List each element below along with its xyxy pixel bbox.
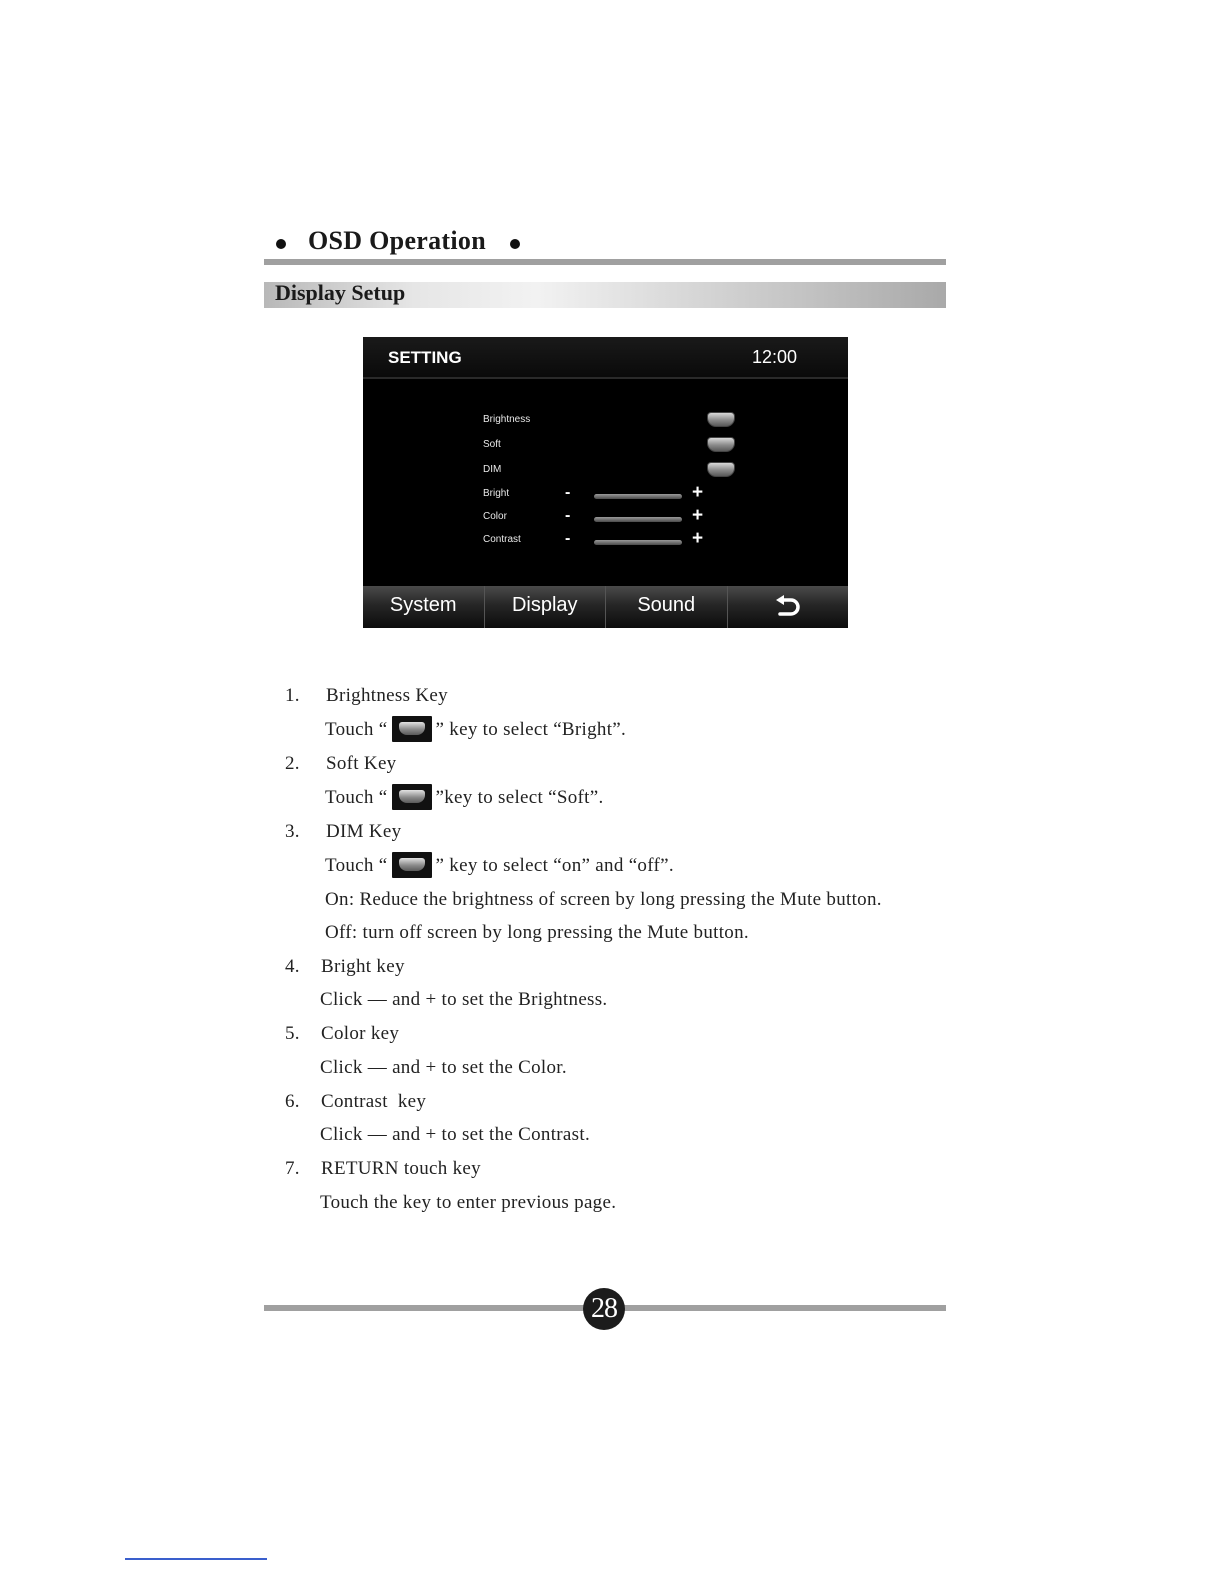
tab-display[interactable]: Display [485, 586, 607, 628]
setting-row-bright [363, 484, 848, 506]
screen-clock: 12:00 [752, 347, 798, 367]
corner-line [125, 1558, 267, 1560]
contrast-slider[interactable] [594, 540, 682, 545]
setting-row-dim [363, 460, 848, 482]
color-slider[interactable] [594, 517, 682, 522]
item-heading: Color key [321, 1023, 400, 1044]
item-number: 2. [285, 753, 300, 774]
setting-label: Brightness [483, 414, 531, 425]
instruction-line [325, 719, 626, 742]
setting-label: Contrast [483, 534, 521, 545]
subsection-banner [264, 282, 946, 308]
setting-label: Bright [483, 488, 510, 499]
instruction-line: Click — and + to set the Color. [320, 1057, 567, 1078]
instruction-line: Click — and + to set the Contrast. [320, 1124, 590, 1145]
return-button[interactable] [728, 586, 849, 628]
instruction-text: Touch “ [325, 787, 388, 808]
instruction-line: Touch the key to enter previous page. [320, 1192, 617, 1213]
instruction-text: ” key to select “Bright”. [435, 719, 627, 740]
item-heading: DIM Key [326, 821, 402, 842]
header-divider [264, 259, 946, 265]
instruction-line: On: Reduce the brightness of screen by long pressing the Mute button. [325, 889, 882, 910]
item-heading: Bright key [321, 956, 405, 977]
instruction-line: Off: turn off screen by long pressing the Mute button. [325, 922, 749, 943]
setting-label: Soft [483, 439, 501, 450]
toggle-key-icon [392, 784, 432, 810]
screen-title: SETTING [388, 348, 462, 367]
item-number: 3. [285, 821, 300, 842]
item-number: 4. [285, 956, 300, 977]
tab-system[interactable]: System [363, 586, 485, 628]
page-number: 28 [583, 1288, 625, 1330]
color-plus-button[interactable]: + [692, 505, 704, 526]
setting-label: Color [483, 511, 507, 522]
item-number: 7. [285, 1158, 300, 1179]
setting-row-soft [363, 435, 848, 457]
screen-topbar [363, 337, 848, 379]
item-heading: Soft Key [326, 753, 397, 774]
return-arrow-icon [774, 594, 802, 628]
soft-toggle-button[interactable] [707, 437, 735, 452]
bright-plus-button[interactable]: + [692, 482, 704, 503]
subsection-title: Display Setup [275, 280, 406, 305]
bullet-dot-icon [510, 239, 520, 249]
item-number: 5. [285, 1023, 300, 1044]
instruction-text: Touch “ [325, 855, 388, 876]
contrast-minus-button[interactable]: - [565, 530, 571, 547]
item-heading: Brightness Key [326, 685, 448, 706]
toggle-key-icon [392, 852, 432, 878]
bright-slider[interactable] [594, 494, 682, 499]
item-heading: RETURN touch key [321, 1158, 481, 1179]
settings-screen [363, 337, 848, 628]
toggle-key-icon [392, 716, 432, 742]
tab-sound[interactable]: Sound [606, 586, 728, 628]
item-heading: Contrast key [321, 1091, 427, 1112]
instruction-line [325, 855, 674, 878]
bright-minus-button[interactable]: - [565, 484, 571, 501]
instruction-line: Click — and + to set the Brightness. [320, 989, 608, 1010]
page-title: OSD Operation [308, 226, 486, 255]
setting-row-brightness [363, 410, 848, 432]
color-minus-button[interactable]: - [565, 507, 571, 524]
setting-row-color [363, 507, 848, 529]
instruction-text: Touch “ [325, 719, 388, 740]
screen-tab-bar [363, 586, 848, 628]
setting-label: DIM [483, 464, 502, 475]
instruction-line [325, 787, 604, 810]
setting-row-contrast [363, 530, 848, 552]
brightness-toggle-button[interactable] [707, 412, 735, 427]
contrast-plus-button[interactable]: + [692, 528, 704, 549]
dim-toggle-button[interactable] [707, 462, 735, 477]
instruction-text: ” key to select “on” and “off”. [435, 855, 674, 876]
item-number: 1. [285, 685, 300, 706]
item-number: 6. [285, 1091, 300, 1112]
instruction-text: ”key to select “Soft”. [435, 787, 604, 808]
bullet-dot-icon [276, 239, 286, 249]
